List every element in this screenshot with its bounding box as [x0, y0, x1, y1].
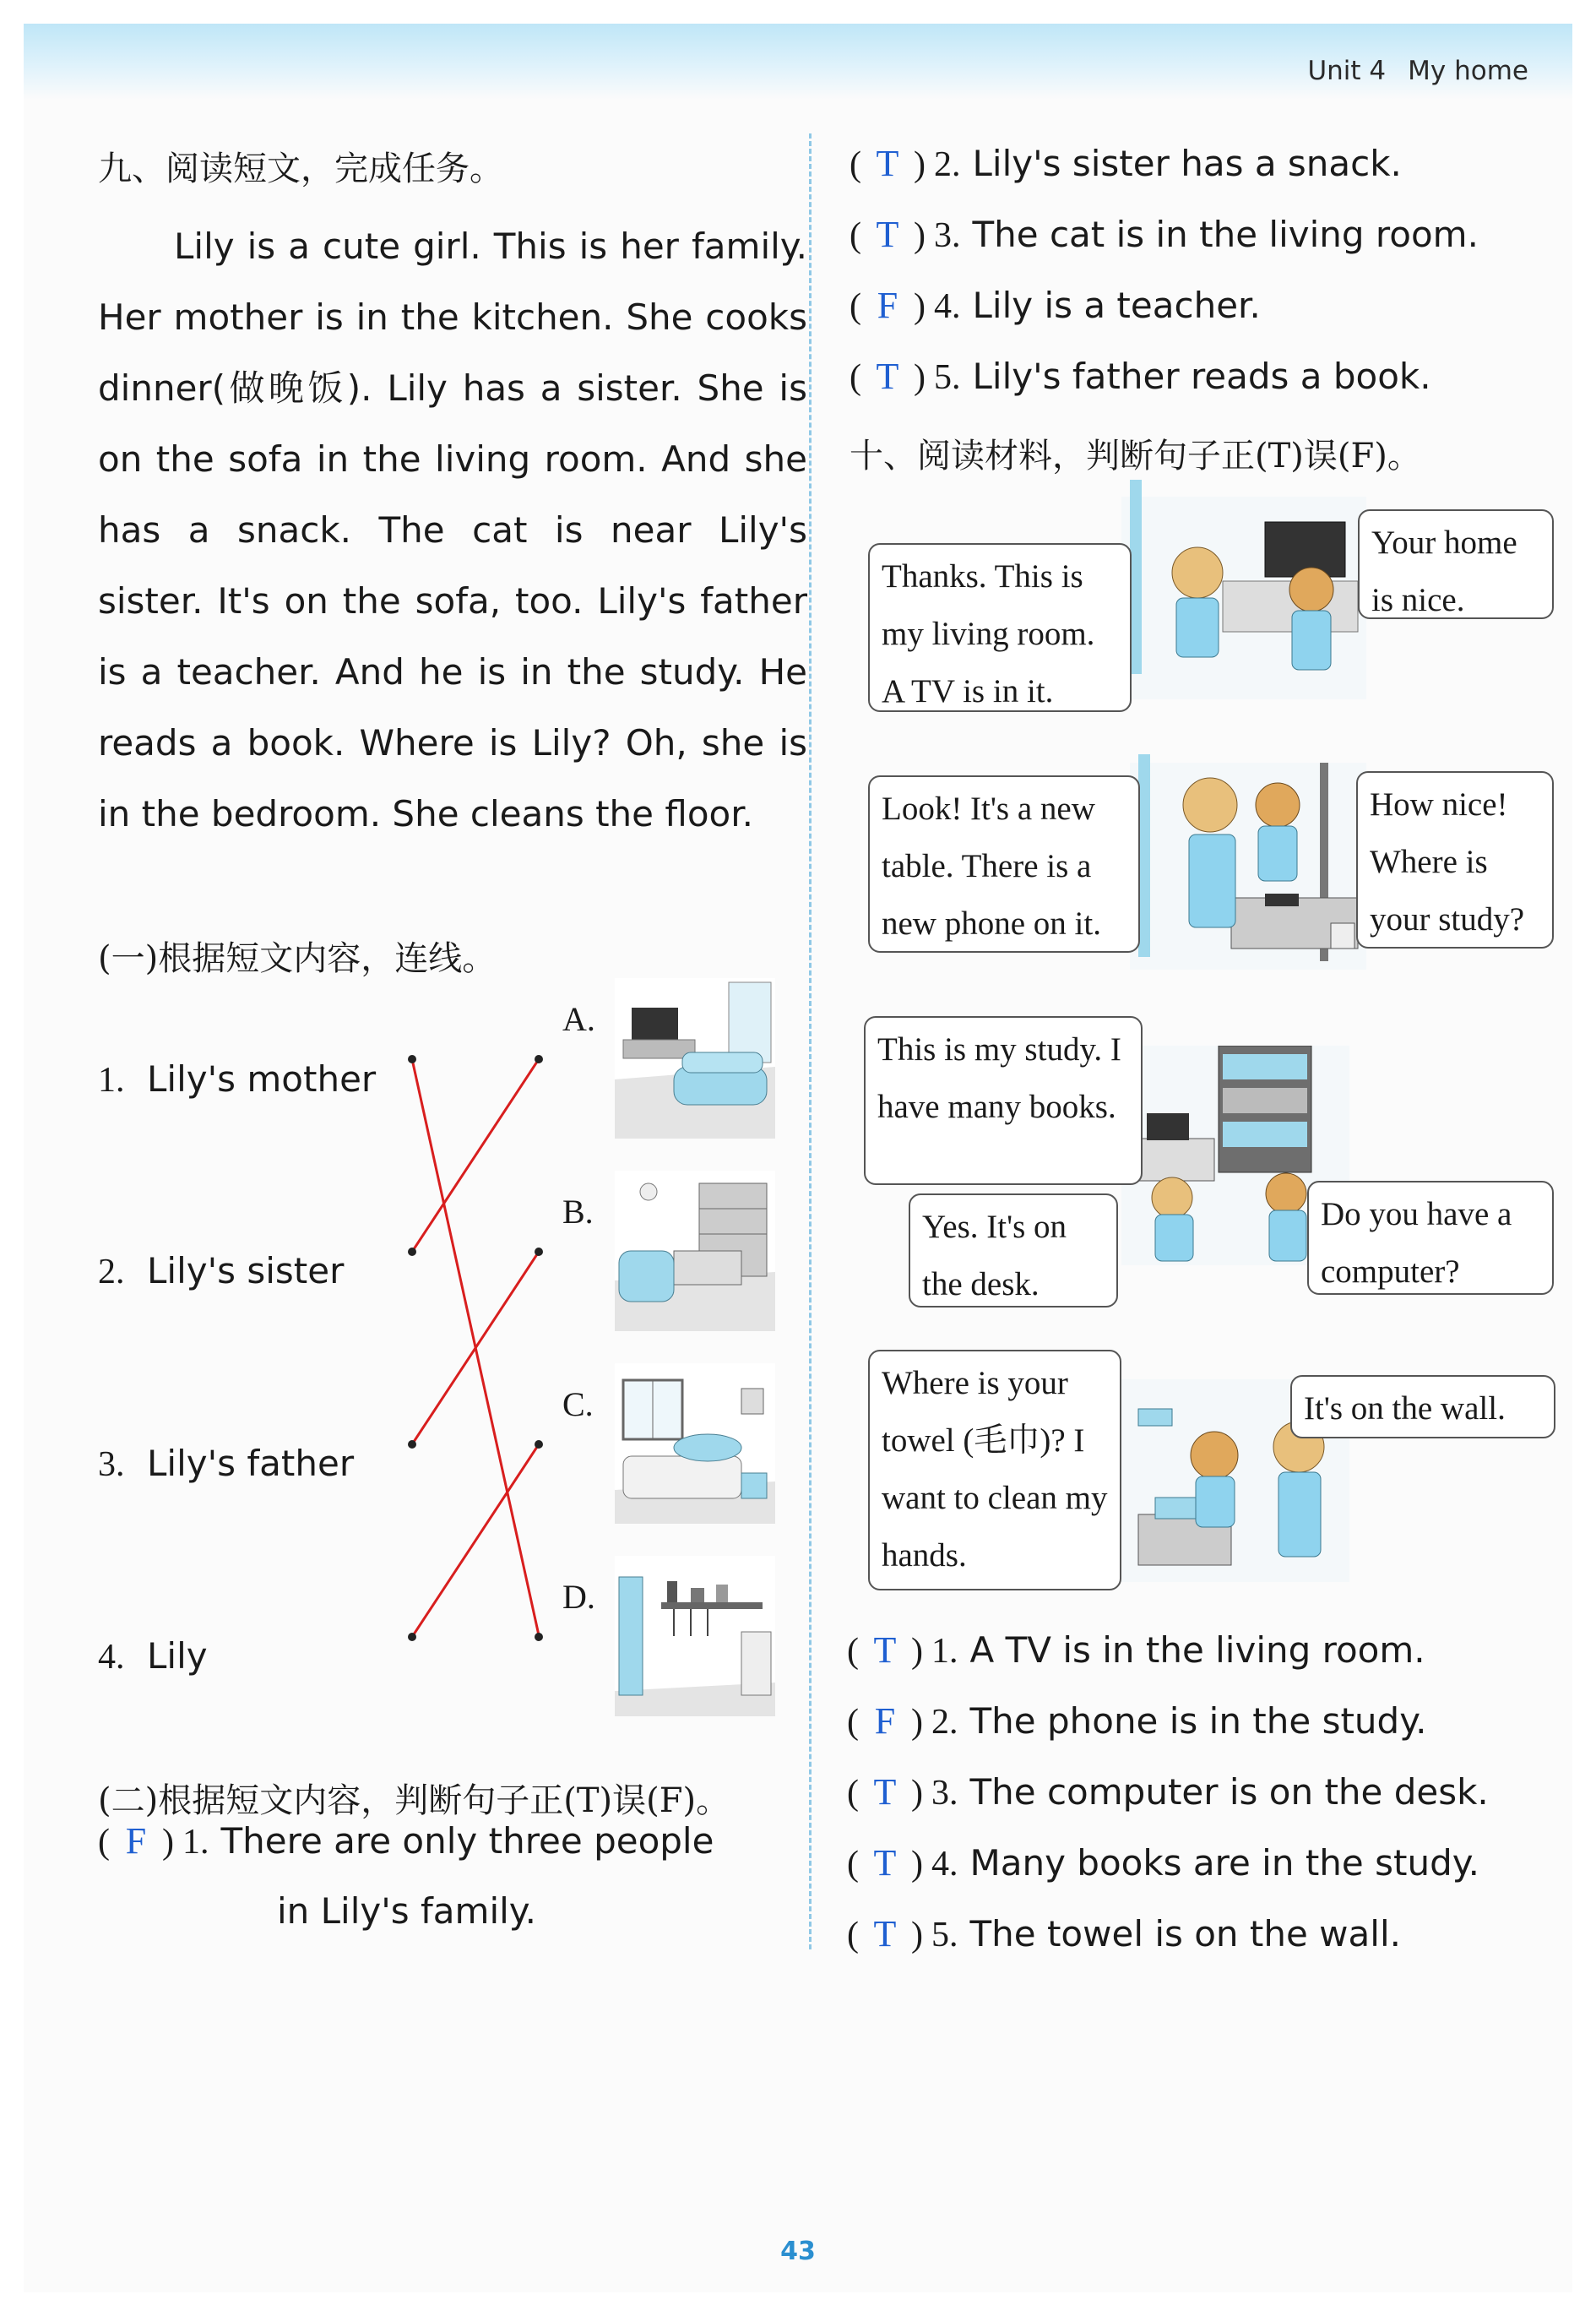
tf-answer: F: [874, 1700, 896, 1742]
section-9-title: 九、阅读短文，完成任务。: [98, 150, 503, 188]
living-room-image: [615, 978, 775, 1139]
dot-left-4: [408, 1633, 416, 1641]
match-line-2-A: [412, 1059, 539, 1252]
tf-row-right-2: ( T ) 2. Lily's sister has a snack.: [850, 143, 1402, 184]
tf-statement: Lily's sister has a snack.: [972, 143, 1402, 184]
speech-bubble-3-right: Do you have a computer?: [1307, 1181, 1554, 1295]
option-D-label: D.: [562, 1578, 595, 1616]
tf-row-left-1-cont: in Lily's family.: [277, 1890, 537, 1932]
tf10-row-2: ( F ) 2. The phone is in the study.: [847, 1700, 1427, 1742]
tf-answer: F: [125, 1820, 147, 1862]
person-name: Lily's father: [147, 1443, 355, 1484]
section-10-title: 十、阅读材料，判断句子正(T)误(F)。: [850, 437, 1421, 476]
tf-row-left-1: ( F ) 1. There are only three people: [98, 1820, 714, 1862]
tf10-row-4: ( T ) 4. Many books are in the study.: [847, 1842, 1479, 1884]
dot-right-A: [535, 1055, 543, 1063]
speech-bubble-3-left: This is my study. I have many books.: [864, 1016, 1143, 1185]
tf-statement: Lily's father reads a book.: [972, 356, 1431, 397]
match-line-4-C: [412, 1444, 539, 1637]
tf-statement: There are only three people: [220, 1820, 714, 1862]
matching-lines: [24, 24, 1572, 1966]
dot-left-2: [408, 1248, 416, 1256]
tf-answer: T: [873, 1629, 897, 1671]
tf-answer: T: [876, 356, 899, 397]
person-name: Lily's mother: [147, 1058, 377, 1100]
option-A-label: A.: [562, 1000, 595, 1038]
tf-statement: A TV is in the living room.: [969, 1629, 1425, 1671]
tf-statement: The phone is in the study.: [969, 1700, 1427, 1742]
match-person-4: 4. Lily: [98, 1635, 208, 1677]
tf-statement: The cat is in the living room.: [972, 214, 1479, 255]
kitchen-image: [615, 1556, 775, 1716]
tf-statement: The towel is on the wall.: [969, 1913, 1401, 1954]
dot-right-C: [535, 1440, 543, 1449]
bedroom-image: [615, 1363, 775, 1524]
unit-title: My home: [1408, 56, 1528, 86]
tf-answer: T: [873, 1842, 897, 1884]
match-line-3-B: [412, 1252, 539, 1444]
page-number: 43: [780, 2237, 816, 2266]
tf-answer: T: [873, 1913, 897, 1954]
speech-bubble-2-right: How nice! Where is your study?: [1356, 771, 1554, 949]
tf-answer: F: [877, 285, 898, 326]
tf10-row-1: ( T ) 1. A TV is in the living room.: [847, 1629, 1425, 1671]
dialog-2-scene: [1130, 754, 1366, 970]
match-person-3: 3. Lily's father: [98, 1443, 355, 1484]
tf-answer: T: [876, 214, 899, 255]
part-2-title: (二)根据短文内容，判断句子正(T)误(F)。: [98, 1781, 730, 1820]
dot-right-D: [535, 1633, 543, 1641]
option-C-label: C.: [562, 1385, 594, 1423]
speech-bubble-1-right: Your home is nice.: [1358, 509, 1554, 619]
match-person-2: 2. Lily's sister: [98, 1250, 345, 1291]
tf-statement: The computer is on the desk.: [969, 1771, 1489, 1813]
person-name: Lily's sister: [147, 1250, 345, 1291]
option-B-label: B.: [562, 1193, 594, 1231]
dot-right-B: [535, 1248, 543, 1256]
dot-left-3: [408, 1440, 416, 1449]
speech-bubble-4-left: Where is your towel (毛巾)? I want to clean my hands.: [868, 1350, 1121, 1590]
match-person-1: 1. Lily's mother: [98, 1058, 377, 1100]
tf-statement: Lily is a teacher.: [972, 285, 1261, 326]
speech-bubble-1-left: Thanks. This is my living room. A TV is in it.: [868, 543, 1132, 712]
speech-bubble-3-left2: Yes. It's on the desk.: [909, 1193, 1118, 1308]
tf-row-right-5: ( T ) 5. Lily's father reads a book.: [850, 356, 1431, 397]
dialog-1-scene: [1121, 480, 1366, 699]
unit-label: Unit 4: [1307, 56, 1387, 86]
tf-answer: T: [873, 1771, 897, 1813]
tf10-row-3: ( T ) 3. The computer is on the desk.: [847, 1771, 1489, 1813]
person-name: Lily: [147, 1635, 208, 1677]
tf-answer: T: [876, 143, 899, 184]
study-image: [615, 1171, 775, 1331]
part-1-title: (一)根据短文内容，连线。: [98, 939, 497, 978]
tf10-row-5: ( T ) 5. The towel is on the wall.: [847, 1913, 1401, 1954]
speech-bubble-2-left: Look! It's a new table. There is a new phone on it.: [868, 775, 1140, 953]
tf-row-right-4: ( F ) 4. Lily is a teacher.: [850, 285, 1261, 326]
tf-row-right-3: ( T ) 3. The cat is in the living room.: [850, 214, 1479, 255]
dot-left-1: [408, 1055, 416, 1063]
workbook-page: [24, 24, 1572, 2292]
speech-bubble-4-right: It's on the wall.: [1290, 1375, 1555, 1438]
passage-text: Lily is a cute girl. This is her family. Her mother is in the kitchen. She cooks dinner(做晚饭). Lily has a sister. She is on the sofa in the living room. And she has a snack. The cat is near Lily's sister. It's on the sofa, too. Lily's father is a teacher. And he is in the study. He reads a book. Where is Lily? Oh, she is in the bedroom. She cleans the floor.: [98, 226, 807, 835]
tf-statement: Many books are in the study.: [969, 1842, 1479, 1884]
